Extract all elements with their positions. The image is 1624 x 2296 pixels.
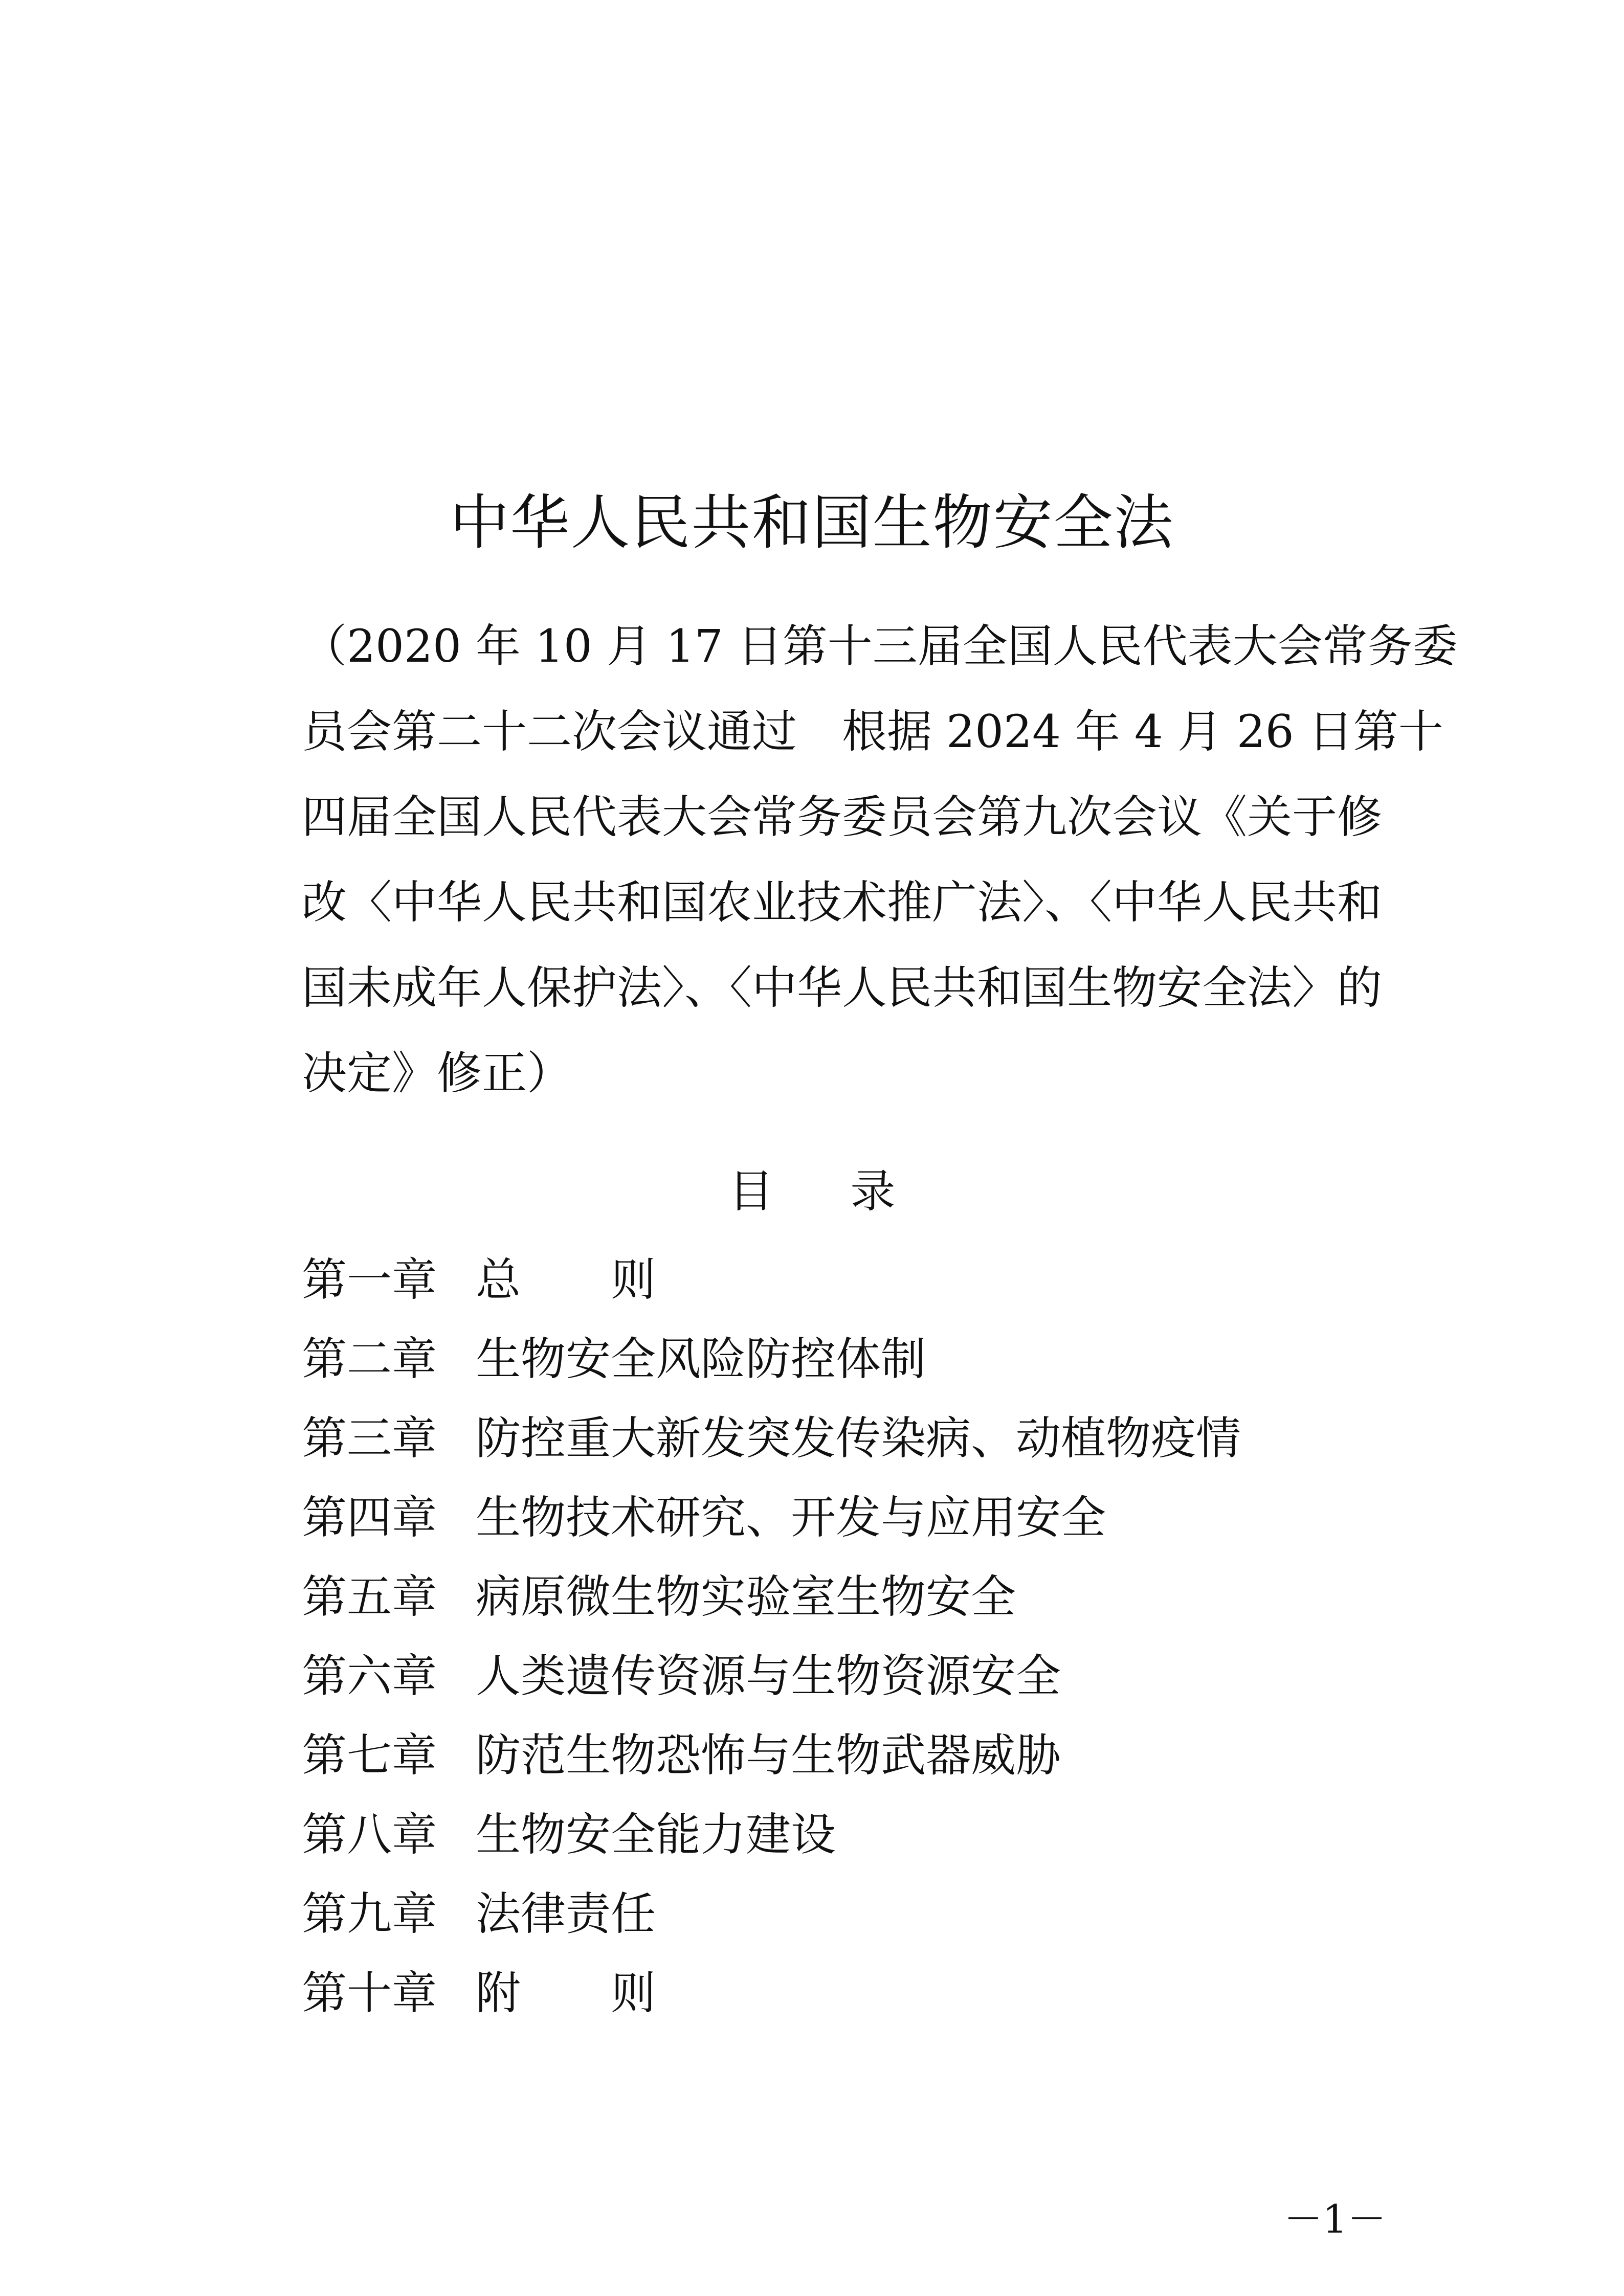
toc-chapter-number: 第六章 xyxy=(302,1649,437,1702)
toc-item[interactable] xyxy=(302,1953,1427,2033)
amendment-note-line: 国未成年人保护法〉、〈中华人民共和国生物安全法〉的 xyxy=(302,961,1383,1014)
toc-chapter-number: 第十章 xyxy=(302,1966,437,2019)
toc-chapter-name: 生物技术研究、开发与应用安全 xyxy=(476,1491,1106,1544)
toc-chapter-number: 第五章 xyxy=(302,1570,437,1623)
toc-chapter-name: 防控重大新发突发传染病、动植物疫情 xyxy=(476,1411,1241,1465)
amendment-note-line: 改〈中华人民共和国农业技术推广法〉、〈中华人民共和 xyxy=(302,876,1383,929)
toc-item[interactable] xyxy=(302,1319,1427,1399)
toc-chapter-name: 防范生物恐怖与生物武器威胁 xyxy=(476,1728,1061,1782)
amendment-note xyxy=(302,603,1458,1116)
amendment-note-line: 四届全国人民代表大会常务委员会第九次会议《关于修 xyxy=(302,791,1383,843)
amendment-note-line: （2020 年 10 月 17 日第十三届全国人民代表大会常务委 xyxy=(302,620,1458,672)
toc-chapter-name: 总 则 xyxy=(476,1253,656,1306)
toc-item[interactable] xyxy=(302,1240,1427,1319)
toc-chapter-name: 生物安全能力建设 xyxy=(476,1808,836,1861)
toc-item[interactable] xyxy=(302,1557,1427,1636)
toc-chapter-number: 第八章 xyxy=(302,1808,437,1861)
toc-item[interactable] xyxy=(302,1399,1427,1478)
toc-chapter-name: 病原微生物实验室生物安全 xyxy=(476,1570,1016,1623)
document-title: 中华人民共和国生物安全法 xyxy=(450,488,1174,557)
toc-item[interactable] xyxy=(302,1636,1427,1716)
toc-heading-char: 目 xyxy=(728,1165,774,1218)
toc-chapter-name: 人类遗传资源与生物资源安全 xyxy=(476,1649,1061,1702)
toc-chapter-name: 生物安全风险防控体制 xyxy=(476,1332,926,1385)
amendment-note-line: 决定》修正） xyxy=(302,1047,572,1099)
toc-chapter-number: 第七章 xyxy=(302,1728,437,1782)
toc-item[interactable] xyxy=(302,1478,1427,1557)
page-number: －1－ xyxy=(1283,2196,1387,2242)
toc-chapter-name: 法律责任 xyxy=(476,1887,656,1940)
toc-chapter-name: 附 则 xyxy=(476,1966,656,2019)
toc-chapter-number: 第三章 xyxy=(302,1411,437,1465)
toc-chapter-number: 第九章 xyxy=(302,1887,437,1940)
amendment-note-line: 员会第二十二次会议通过 根据 2024 年 4 月 26 日第十 xyxy=(302,705,1443,758)
toc-heading xyxy=(0,1153,1624,1230)
toc-item[interactable] xyxy=(302,1874,1427,1953)
toc-item[interactable] xyxy=(302,1795,1427,1874)
table-of-contents xyxy=(302,1240,1427,2033)
toc-chapter-number: 第四章 xyxy=(302,1491,437,1544)
toc-heading-char: 录 xyxy=(850,1165,896,1218)
toc-item[interactable] xyxy=(302,1716,1427,1795)
toc-chapter-number: 第一章 xyxy=(302,1253,437,1306)
toc-chapter-number: 第二章 xyxy=(302,1332,437,1385)
